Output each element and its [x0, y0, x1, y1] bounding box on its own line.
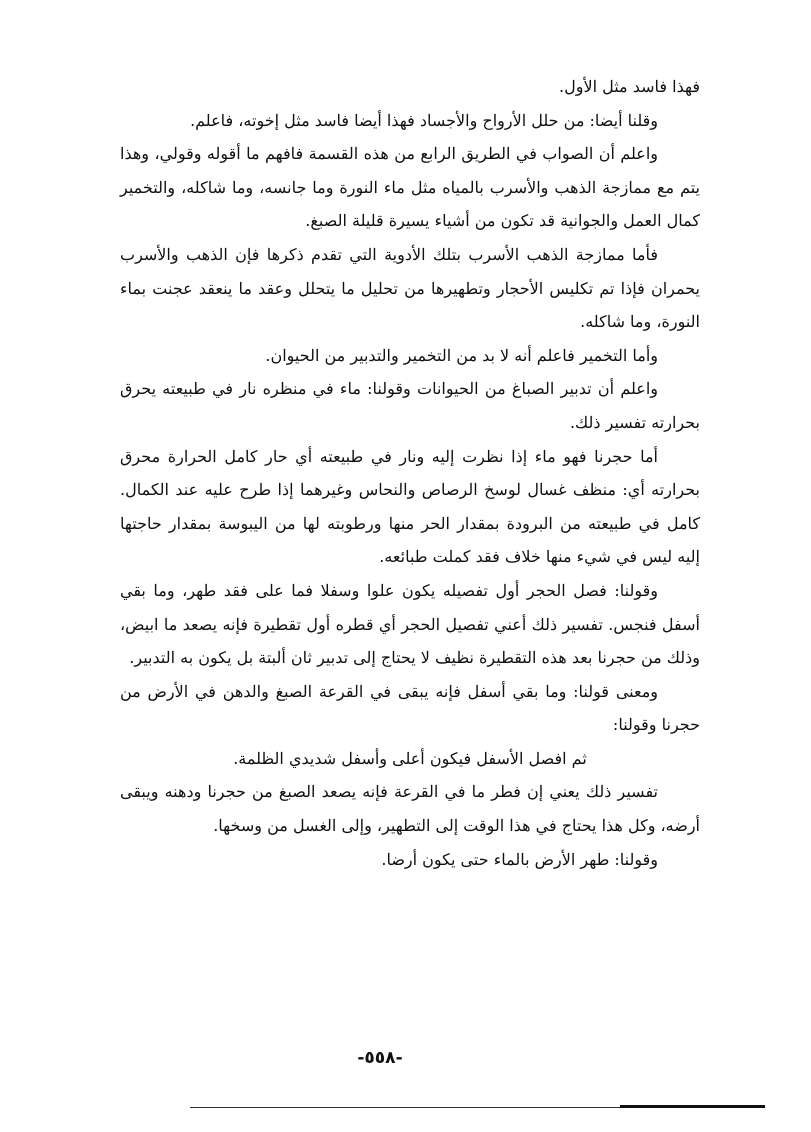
- page-number: -٥٥٨-: [357, 1048, 403, 1068]
- paragraph-4: فأما ممازجة الذهب الأسرب بتلك الأدوية التي تقدم ذكرها فإن الذهب والأسرب يحمران فإذا تم تكليس الأحجار وتطهيرها من تحليل ما يتحلل وعقد ما ينعقد عجنت بماء النورة، وما شاكله.: [120, 244, 700, 332]
- paragraph-11: تفسير ذلك يعني إن فطر ما في القرعة فإنه يصعد الصبغ من حجرنا ودهنه ويبقى أرضه، وكل هذا يحتاج في هذا الوقت إلى التطهير، وإلى الغسل من وسخها.: [120, 782, 700, 836]
- paragraph-8: وقولنا: فصل الحجر أول تفصيله يكون علوا وسفلا فما على فقد طهر، وما بقي أسفل فنجس. تفسير ذلك أعني تفصيل الحجر أي قطره أول تقطيرة فإنه يصعد ما ابيض، وذلك من حجرنا بعد هذه التقطيرة نظيف لا يحتاج إلى تدبير ثان ألبتة بل يكون به التدبير.: [120, 580, 700, 668]
- paragraph-10: ثم افصل الأسفل فيكون أعلى وأسفل شديدي الظلمة.: [233, 748, 587, 768]
- paragraph-6: واعلم أن تدبير الصباغ من الحيوانات وقولنا: ماء في منظره نار في طبيعته يحرق بحرارته تفسير ذلك.: [120, 379, 700, 432]
- paragraph-2: وقلنا أيضا: من حلل الأرواح والأجساد فهذا أيضا فاسد مثل إخوته، فاعلم.: [190, 110, 658, 130]
- paragraph-9: ومعنى قولنا: وما بقي أسفل فإنه يبقى في القرعة الصبغ والدهن في الأرض من حجرنا وقولنا:: [120, 681, 700, 735]
- body-text: [120, 70, 700, 876]
- paragraph-12: وقولنا: طهر الأرض بالماء حتى يكون أرضا.: [381, 849, 658, 869]
- paragraph-7: أما حجرنا فهو ماء إذا نظرت إليه ونار في طبيعته أي حار كامل الحرارة محرق بحرارته أي: منظف غسال لوسخ الرصاص والنحاس وغيرهما إذا طرح عليه عند الكمال. كامل في طبيعته من البرودة بمقدار الحر منها ورطوبته لها من اليبوسة بمقدار حاجتها إليه ليس في شيء منها خلاف فقد كملت طبائعه.: [120, 446, 700, 567]
- paragraph-3: واعلم أن الصواب في الطريق الرابع من هذه القسمة فافهم ما أقوله وقولي، وهذا يتم مع ممازجة الذهب والأسرب بالمياه مثل ماء النورة وما جانسه، وما شاكله، والتخمير كمال العمل والجوانية قد تكون من أشياء يسيرة قليلة الصبغ.: [120, 144, 700, 231]
- footer-rule-thin: [190, 1107, 620, 1108]
- footer-rule-thick: [620, 1105, 765, 1108]
- paragraph-1: فهذا فاسد مثل الأول.: [559, 77, 700, 96]
- paragraph-5: وأما التخمير فاعلم أنه لا بد من التخمير والتدبير من الحيوان.: [265, 345, 658, 365]
